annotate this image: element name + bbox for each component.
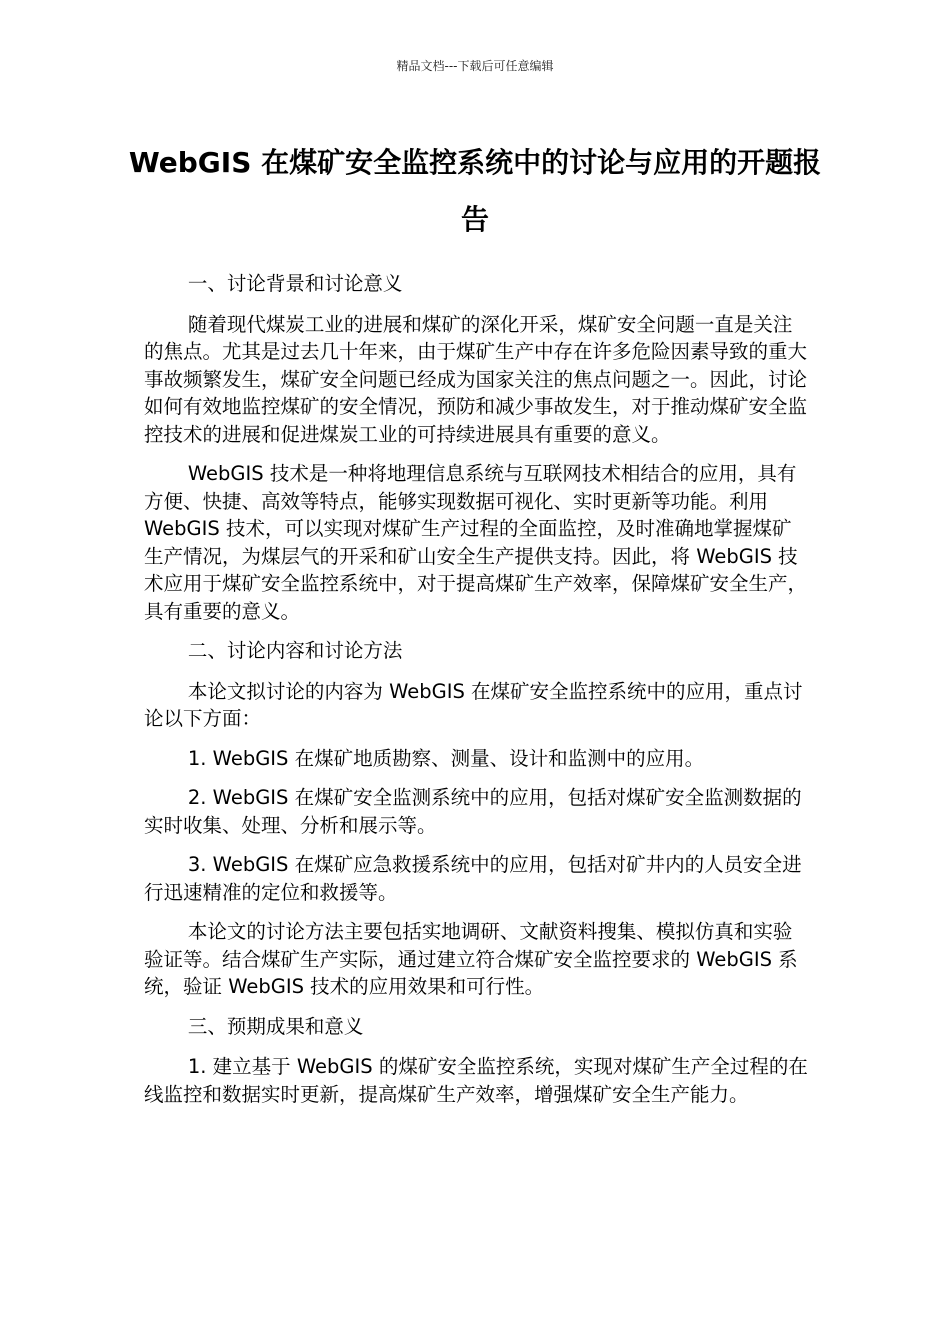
section-heading-content-method: 二、讨论内容和讨论方法 (187, 639, 403, 662)
paragraph-research-method: 本论文的讨论方法主要包括实地调研、文献资料搜集、模拟仿真和实验验证等。结合煤矿生产实际，通过建立符合煤矿安全监控要求的 WebGIS 系统，验证 WebGIS 技术的应用效果和可行性。 (144, 920, 798, 998)
list-item-3: 3. WebGIS 在煤矿应急救援系统中的应用，包括对矿井内的人员安全进行迅速精准的定位和救援等。 (144, 853, 802, 904)
header-note: 精品文档---下载后可任意编辑 (396, 59, 554, 73)
paragraph-background: 随着现代煤炭工业的进展和煤矿的深化开采，煤矿安全问题一直是关注的焦点。尤其是过去几十年来，由于煤矿生产中存在许多危险因素导致的重大事故频繁发生，煤矿安全问题已经成为国家关注的焦点问题之一。因此，讨论如何有效地监控煤矿的安全情况，预防和减少事故发生，对于推动煤矿安全监控技术的进展和促进煤炭工业的可持续进展具有重要的意义。 (144, 312, 808, 446)
section-heading-background: 一、讨论背景和讨论意义 (187, 272, 403, 295)
list-item-1: 1. WebGIS 在煤矿地质勘察、测量、设计和监测中的应用。 (187, 746, 705, 770)
document-body (144, 270, 808, 1120)
paragraph-webgis-intro: WebGIS 技术是一种将地理信息系统与互联网技术相结合的应用，具有方便、快捷、高效等特点，能够实现数据可视化、实时更新等功能。利用 WebGIS 技术，可以实现对煤矿生产过程的全面监控，及时准确地掌握煤矿生产情况，为煤层气的开采和矿山安全生产提供支持。因此，将 WebGIS 技术应用于煤矿安全监控系统中，对于提高煤矿生产效率，保障煤矿安全生产，具有重要的意义。 (144, 462, 808, 623)
result-item-1: 1. 建立基于 WebGIS 的煤矿安全监控系统，实现对煤矿生产全过程的在线监控和数据实时更新，提高煤矿生产效率，增强煤矿安全生产能力。 (144, 1055, 808, 1106)
list-item-2: 2. WebGIS 在煤矿安全监测系统中的应用，包括对煤矿安全监测数据的实时收集、处理、分析和展示等。 (144, 786, 802, 837)
document-title: WebGIS 在煤矿安全监控系统中的讨论与应用的开题报告 (128, 146, 822, 236)
section-heading-expected-results: 三、预期成果和意义 (187, 1014, 364, 1038)
paragraph-research-content: 本论文拟讨论的内容为 WebGIS 在煤矿安全监控系统中的应用，重点讨论以下方面： (144, 679, 803, 730)
